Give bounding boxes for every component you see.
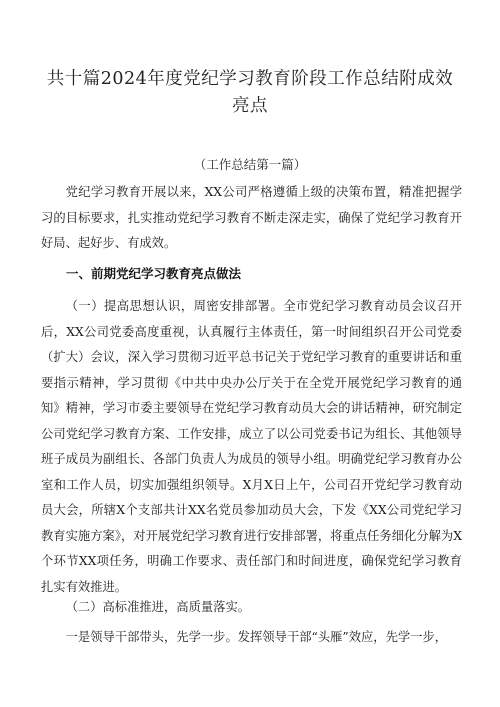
subheading-item2: （二）高标准推进，高质量落实。	[65, 600, 251, 614]
document-title: 共十篇2024年度党纪学习教育阶段工作总结附成效亮点	[46, 69, 454, 116]
document-subtitle: （工作总结第一篇）	[193, 157, 307, 172]
body-paragraph-item2: 一是领导干部带头，先学一步。发挥领导干部“头雁”效应，先学一步，	[65, 630, 448, 644]
section-heading: 一、前期党纪学习教育亮点做法	[66, 266, 242, 281]
intro-paragraph: 党纪学习教育开展以来，XX公司严格遵循上级的决策布置，精准把握学习的目标要求，扎实推动党纪学习教育不断走深走实，确保了党纪学习教育开好局、起好步、有成效。	[41, 185, 462, 250]
body-paragraph-item1: （一）提高思想认识，周密安排部署。全市党纪学习教育动员会议召开后，XX公司党委高度重视，认真履行主体责任，第一时间组织召开公司党委（扩大）会议，深入学习贯彻习近平总书记关于党纪学习教育的重要讲话和重要指示精神，学习贯彻《中共中央办公厅关于在全党开展党纪学习教育的通知》精神，学习市委主要领导在党纪学习教育动员大会的讲话精神，研究制定公司党纪学习教育方案、工作安排，成立了以公司党委书记为组长、其他领导班子成员为副组长、各部门负责人为成员的领导小组。明确党纪学习教育办公室和工作人员，切实加强组织领导。X月X日上午，公司召开党纪学习教育动员大会，所辖X个支部共计XX名党员参加动员大会，下发《XX公司党纪学习教育实施方案》，对开展党纪学习教育进行安排部署，将重点任务细化分解为X个环节XX项任务，明确工作要求、责任部门和时间进度，确保党纪学习教育扎实有效推进。	[41, 299, 462, 594]
